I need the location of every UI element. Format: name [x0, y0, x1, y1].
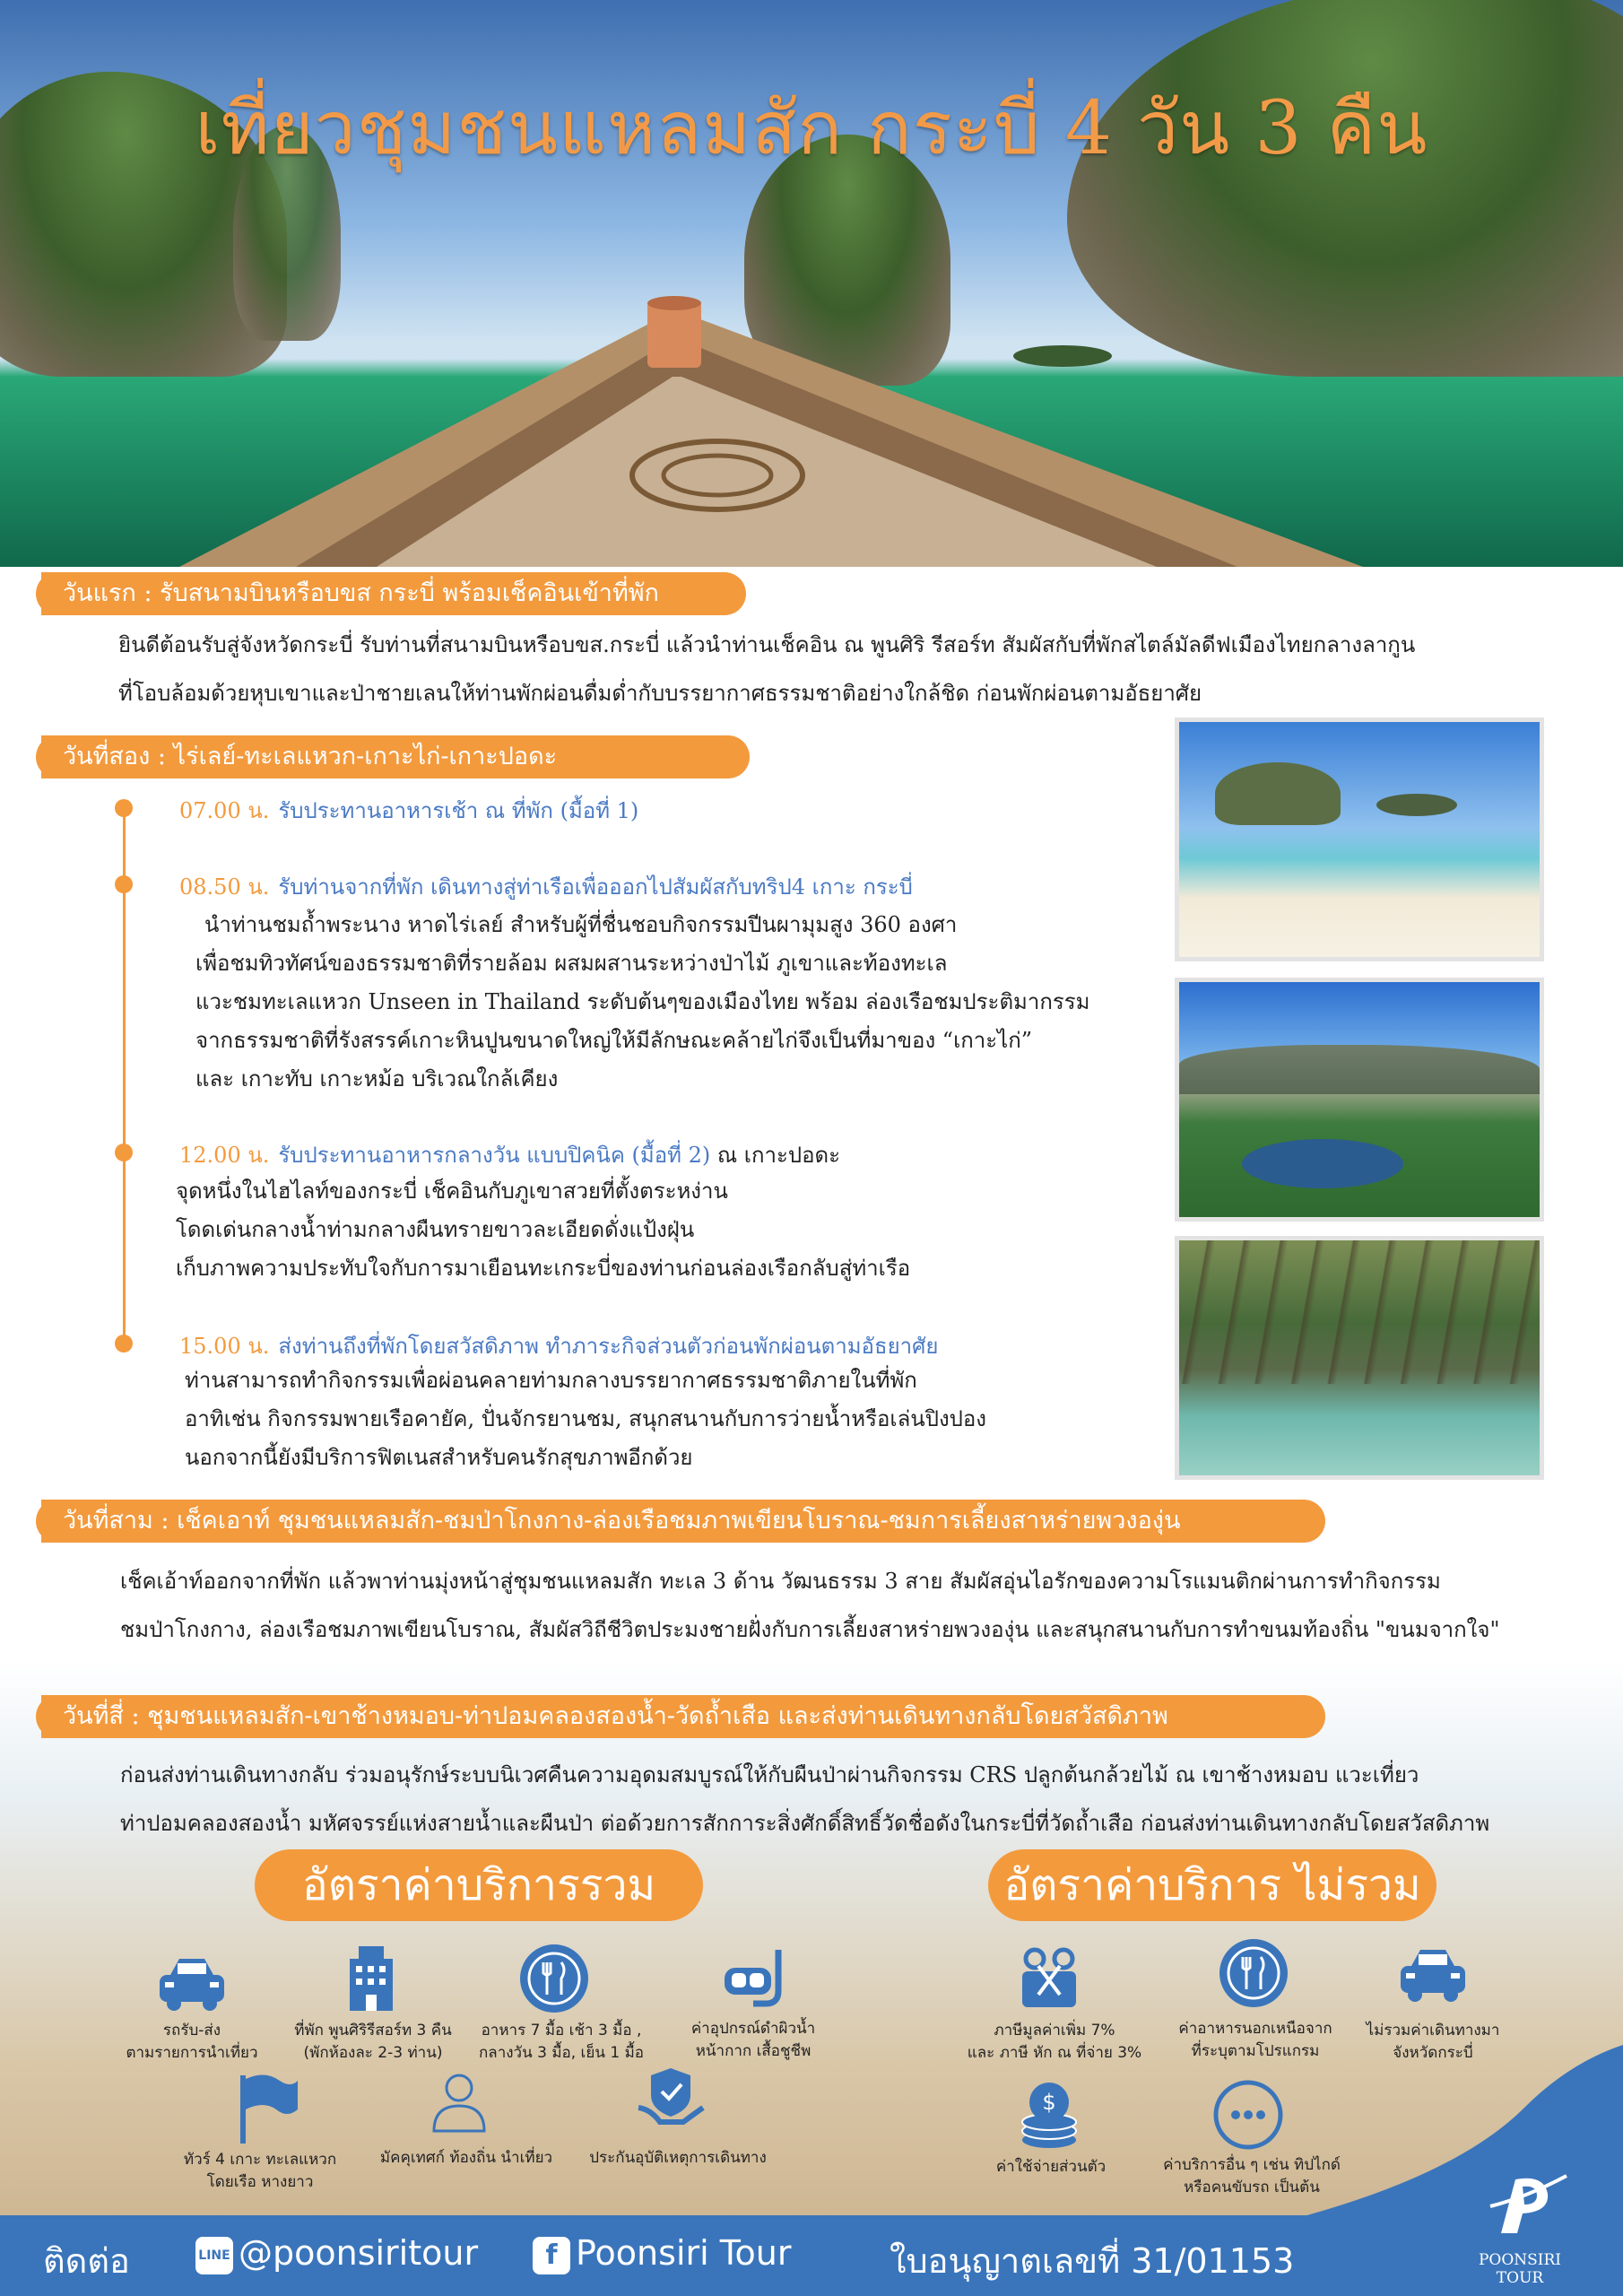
day3-line-2: ชมป่าโกงกาง, ล่องเรือชมภาพเขียนโบราณ, สัมผัสวิถีชีวิตประมงชายฝั่งกับการเลี้ยงสาหร่ายพวงองุ่น และสนุกสนานกับการทำขนมท้องถิ่น "ขนมจากใจ"	[120, 1617, 1500, 1642]
company-logo-text	[1453, 2251, 1587, 2287]
day1-line-2: ที่โอบล้อมด้วยหุบเขาและป่าชายเลนให้ท่านพักผ่อนดื่มด่ำกับบรรยากาศธรรมชาติอย่างใกล้ชิด ก่อนพักผ่อนตามอัธยาศัย	[118, 681, 1202, 706]
line-icon: LINE	[195, 2237, 233, 2274]
included-label-hotel	[265, 2020, 481, 2065]
meal-icon	[516, 1941, 592, 2016]
day4-heading: วันที่สี่ : ชุมชนแหลมสัก-เขาช้างหมอบ-ท่าปอมคลองสองน้ำ-วัดถ้ำเสือ และส่งท่านเดินทางกลับโดยสวัสดิภาพ	[41, 1695, 1325, 1738]
timeline-body-line: นำท่านชมถ้ำพระนาง หาดไร่เลย์ สำหรับผู้ที่ชื่นชอบกิจกรรมปีนผามุมสูง 360 องศา	[204, 912, 958, 937]
timeline-body-line: เพื่อชมทิวทัศน์ของธรรมชาติที่รายล้อม ผสมผสานระหว่างป่าไม้ ภูเขาและท้องทะเล	[195, 951, 948, 976]
timeline-item-1200	[179, 1137, 840, 1172]
timeline-title: รับประทานอาหารกลางวัน แบบปิคนิค (มื้อที่ 2)	[278, 1143, 711, 1168]
car-icon	[154, 1944, 230, 2020]
excluded-heading: อัตราค่าบริการ ไม่รวม	[988, 1849, 1436, 1921]
insurance-icon	[633, 2063, 708, 2138]
label-text: ค่าอาหารนอกเหนือจาก ที่ระบุตามโปรแกรม	[1178, 2020, 1332, 2060]
label-text: ค่าอุปกรณ์ดำผิวน้ำ หน้ากาก เสื้อชูชีพ	[690, 2020, 816, 2060]
hotel-icon	[334, 1941, 409, 2016]
day2-heading: วันที่สอง : ไร่เลย์-ทะเลแหวก-เกาะไก่-เกาะปอดะ	[41, 735, 750, 778]
logo-mark-icon	[1481, 2170, 1571, 2242]
line-id: @poonsiritour	[239, 2233, 479, 2273]
facebook-icon: f	[533, 2237, 570, 2274]
timeline-body-line: โดดเด่นกลางน้ำท่ามกลางผืนทรายขาวละเอียดดั่งแป้งฝุ่น	[176, 1217, 695, 1242]
hero-image	[0, 0, 1623, 567]
timeline-time: 12.00 น.	[179, 1143, 270, 1168]
guide-icon	[421, 2065, 497, 2140]
timeline-body-line: จุดหนึ่งในไฮไลท์ของกระบี่ เช็คอินกับภูเขาสวยที่ตั้งตระหง่าน	[176, 1178, 728, 1204]
snorkel-icon	[717, 1941, 793, 2016]
label-text: ไม่รวมค่าเดินทางมา จังหวัดกระบี่	[1366, 2022, 1500, 2062]
license-number: ใบอนุญาตเลขที่ 31/01153	[890, 2241, 1295, 2281]
day4-line-2: ท่าปอมคลองสองน้ำ มหัศจรรย์แห่งสายน้ำและผืนป่า ต่อด้วยการสักการะสิ่งศักดิ์สิทธิ์วัดชื่อดังในกระบี่ที่วัดถ้ำเสือ ก่อนส่งท่านเดินทางกลับโดยสวัสดิภาพ	[120, 1811, 1490, 1836]
included-label-boat-tour	[161, 2149, 359, 2194]
timeline-body-line: แวะชมทะเลแหวก Unseen in Thailand ระดับต้นๆของเมืองไทย พร้อม ล่องเรือชมประติมากรรม	[195, 989, 1090, 1014]
timeline-body-line: จากธรรมชาติที่รังสรรค์เกาะหินปูนขนาดใหญ่ให้มีลักษณะคล้ายไก่จึงเป็นที่มาของ “เกาะไก่”	[195, 1028, 1033, 1053]
line-contact[interactable]	[195, 2233, 478, 2274]
timeline-body-1200	[176, 1172, 1162, 1288]
company-logo	[1481, 2170, 1571, 2242]
included-label-meals	[454, 2020, 669, 2065]
day3-text	[120, 1557, 1609, 1654]
timeline-body-line: เก็บภาพความประทับใจกับการมาเยือนทะเกระบี่ของท่านก่อนล่องเรือกลับสู่ท่าเรือ	[176, 1256, 911, 1281]
svg-text:$: $	[1042, 2090, 1056, 2115]
timeline-item-1500	[179, 1328, 938, 1363]
logo-name: POONSIRI	[1478, 2251, 1562, 2269]
day3-line-1: เช็คเอ้าท์ออกจากที่พัก แล้วพาท่านมุ่งหน้าสู่ชุมชนแหลมสัก ทะเล 3 ด้าน วัฒนธรรม 3 สาย สัมผัสอุ่นไอรักของความโรแมนติกผ่านการทำกิจกรรม	[120, 1569, 1441, 1594]
day1-heading: วันแรก : รับสนามบินหรือบขส กระบี่ พร้อมเช็คอินเข้าที่พัก	[41, 572, 746, 615]
page-title: เที่ยวชุมชนแหลมสัก กระบี่ 4 วัน 3 คืน	[195, 86, 1428, 171]
label-text: มัคคุเทศก์ ท้องถิ่น นำเที่ยว	[379, 2149, 553, 2167]
timeline-body-1500	[185, 1361, 1162, 1477]
label-text: ค่าใช้จ่ายส่วนตัว	[995, 2158, 1107, 2176]
timeline-title: รับประทานอาหารเช้า ณ ที่พัก (มื้อที่ 1)	[278, 798, 639, 823]
day4-text	[120, 1751, 1609, 1848]
included-label-transport	[93, 2020, 291, 2065]
timeline-title-suffix: ณ เกาะปอดะ	[710, 1143, 840, 1168]
timeline-title: ส่งท่านถึงที่พักโดยสวัสดิภาพ ทำภาระกิจส่วนตัวก่อนพักผ่อนตามอัธยาศัย	[278, 1334, 939, 1359]
label-text: รถรับ-ส่ง ตามรายการนำเที่ยว	[126, 2022, 258, 2062]
timeline-dot	[115, 1335, 133, 1352]
meal-icon	[1216, 1935, 1291, 2011]
timeline-item-0850	[179, 869, 913, 904]
logo-sub: TOUR	[1496, 2269, 1544, 2287]
label-text: ค่าบริการอื่น ๆ เช่น ทิปไกด์ หรือคนขับรถ เป็นต้น	[1163, 2156, 1341, 2196]
facebook-contact[interactable]	[533, 2233, 791, 2274]
excluded-label-personal	[952, 2156, 1150, 2179]
timeline-body-line: อาทิเช่น กิจกรรมพายเรือคายัค, ปั่นจักรยานชม, สนุกสนานกับการว่ายน้ำหรือเล่นปิงปอง	[185, 1406, 987, 1431]
timeline-item-0700	[179, 793, 638, 828]
facebook-name: Poonsiri Tour	[576, 2233, 792, 2273]
timeline-time: 07.00 น.	[179, 798, 270, 823]
photo-mangrove	[1175, 1236, 1544, 1480]
photo-beach	[1175, 718, 1544, 961]
photo-bay	[1175, 978, 1544, 1222]
label-text: ทัวร์ 4 เกาะ ทะเลแหวก โดยเรือ หางยาว	[183, 2151, 337, 2191]
timeline-body-line: นอกจากนี้ยังมีบริการฟิตเนสสำหรับคนรักสุขภาพอีกด้วย	[185, 1445, 693, 1470]
label-text: อาหาร 7 มื้อ เช้า 3 มื้อ , กลางวัน 3 มื้อ, เย็น 1 มื้อ	[478, 2022, 644, 2062]
day3-heading: วันที่สาม : เช็คเอาท์ ชุมชนแหลมสัก-ชมป่าโกงกาง-ล่องเรือชมภาพเขียนโบราณ-ชมการเลี้ยงสาหร่ายพวงองุ่น	[41, 1500, 1325, 1543]
timeline-body-line: ท่านสามารถทำกิจกรรมเพื่อผ่อนคลายท่ามกลางบรรยากาศธรรมชาติภายในที่พัก	[185, 1368, 917, 1393]
coins-icon	[1011, 2077, 1087, 2152]
contact-label: ติดต่อ	[43, 2241, 130, 2281]
timeline-dot	[115, 875, 133, 893]
car-icon	[1395, 1935, 1471, 2011]
timeline-time: 08.50 น.	[179, 874, 270, 900]
day1-text	[118, 621, 1553, 718]
timeline-body-0850	[195, 906, 1164, 1099]
excluded-label-tax	[956, 2020, 1153, 2065]
timeline-dot	[115, 799, 133, 817]
included-label-guide	[341, 2147, 592, 2170]
label-text: ที่พัก พูนศิริรีสอร์ท 3 คืน (พักห้องละ 2-3 ท่าน)	[294, 2022, 452, 2062]
included-heading: อัตราค่าบริการรวม	[255, 1849, 703, 1921]
timeline-body-line: และ เกาะทับ เกาะหม้อ บริเวณใกล้เคียง	[195, 1066, 559, 1091]
timeline-time: 15.00 น.	[179, 1334, 270, 1359]
timeline-dot	[115, 1144, 133, 1161]
included-label-insurance	[561, 2147, 794, 2170]
day1-line-1: ยินดีต้อนรับสู่จังหวัดกระบี่ รับท่านที่สนามบินหรือบขส.กระบี่ แล้วนำท่านเช็คอิน ณ พูนศิริ รีสอร์ท สัมผัสกับที่พักสไตล์มัลดีฟเมืองไทยกลางลากูน	[118, 632, 1416, 657]
timeline-title: รับท่านจากที่พัก เดินทางสู่ท่าเรือเพื่อออกไปสัมผัสกับทริป4 เกาะ กระบี่	[278, 874, 913, 900]
day4-line-1: ก่อนส่งท่านเดินทางกลับ ร่วมอนุรักษ์ระบบนิเวศคืนความอุดมสมบูรณ์ให้กับผืนป่าผ่านกิจกรรม CRS ปลูกต้นกล้วยไม้ ณ เขาช้างหมอบ แวะเที่ยว	[120, 1762, 1419, 1787]
included-label-snorkel	[655, 2018, 852, 2063]
label-text: ภาษีมูลค่าเพิ่ม 7% และ ภาษี หัก ณ ที่จ่าย 3%	[967, 2022, 1142, 2062]
tax-icon	[1011, 1941, 1087, 2016]
label-text: ประกันอุบัติเหตุการเดินทาง	[589, 2149, 767, 2167]
flag-icon	[228, 2070, 303, 2145]
